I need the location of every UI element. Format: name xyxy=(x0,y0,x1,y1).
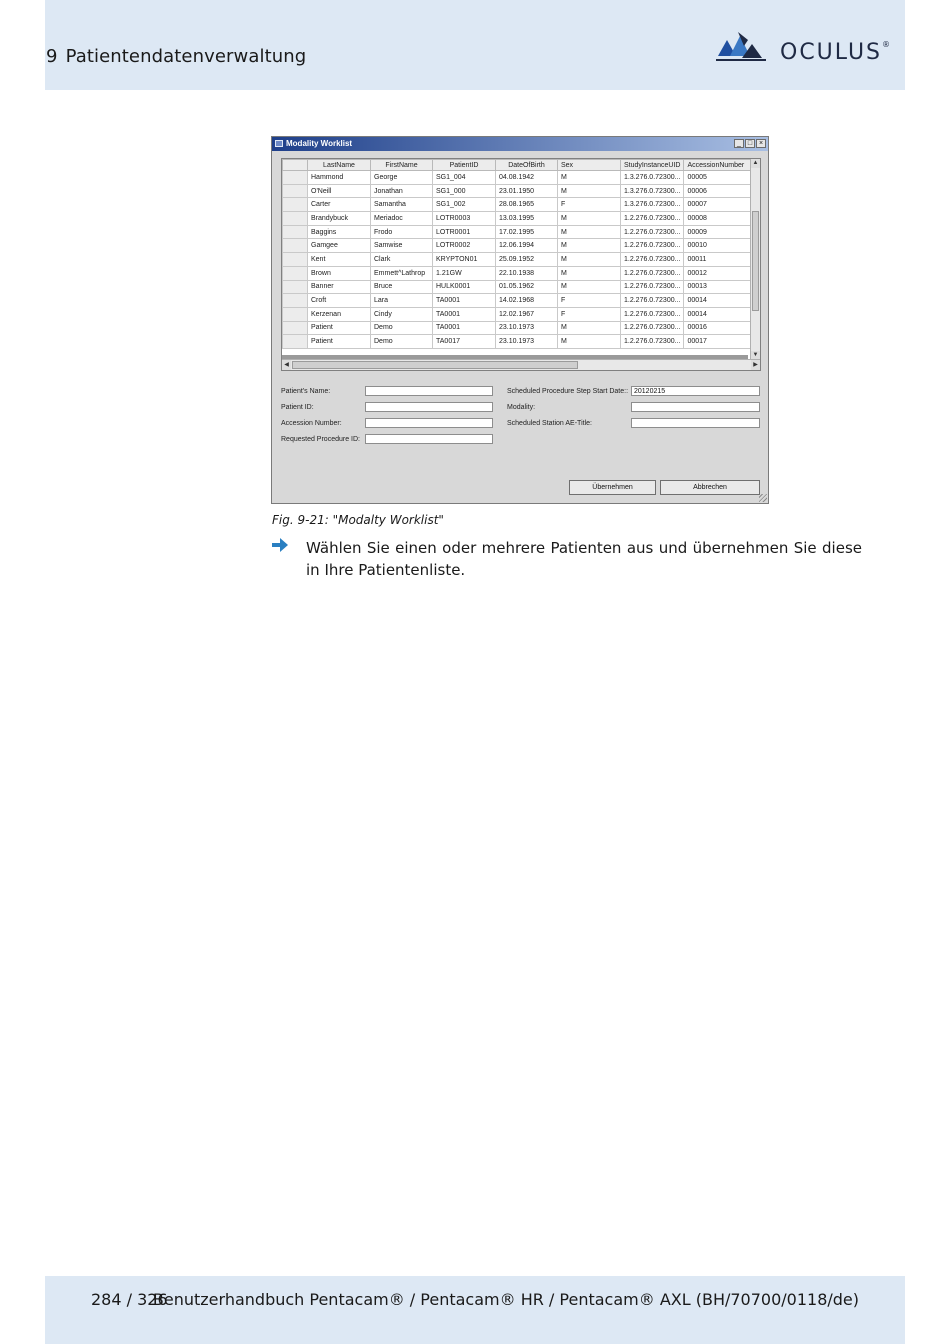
table-cell: 1.2.276.0.72300... xyxy=(621,266,684,280)
table-cell: Croft xyxy=(308,294,371,308)
table-cell: Brown xyxy=(308,266,371,280)
table-cell: 14.02.1968 xyxy=(496,294,558,308)
table-cell: Hammond xyxy=(308,171,371,185)
table-cell: 1.2.276.0.72300... xyxy=(621,280,684,294)
table-cell: SG1_000 xyxy=(433,184,496,198)
accept-button[interactable]: Übernehmen xyxy=(569,480,656,495)
table-cell: HULK0001 xyxy=(433,280,496,294)
table-row[interactable] xyxy=(283,280,754,294)
logo-text: OCULUS® xyxy=(780,40,891,65)
table-cell: 00011 xyxy=(684,253,754,267)
window-title: Modality Worklist xyxy=(286,139,353,148)
table-row[interactable] xyxy=(283,184,754,198)
table-row[interactable] xyxy=(283,171,754,185)
table-cell: F xyxy=(558,198,621,212)
table-cell: 1.3.276.0.72300... xyxy=(621,184,684,198)
chapter-title: Patientendatenverwaltung xyxy=(65,46,307,67)
chapter-number: 9 xyxy=(46,46,58,67)
page-number: 284 / 326 xyxy=(91,1290,168,1309)
table-cell: M xyxy=(558,171,621,185)
table-cell: Clark xyxy=(371,253,433,267)
row-header-cell[interactable] xyxy=(283,225,308,239)
oculus-logo xyxy=(716,26,906,70)
table-cell: SG1_002 xyxy=(433,198,496,212)
table-cell: 1.2.276.0.72300... xyxy=(621,307,684,321)
row-header-cell[interactable] xyxy=(283,198,308,212)
table-row[interactable] xyxy=(283,294,754,308)
maximize-icon[interactable]: □ xyxy=(745,139,755,148)
row-header-cell[interactable] xyxy=(283,184,308,198)
table-cell: 00012 xyxy=(684,266,754,280)
table-cell: 25.09.1952 xyxy=(496,253,558,267)
table-cell: 00009 xyxy=(684,225,754,239)
table-cell: Brandybuck xyxy=(308,212,371,226)
arrow-right-icon xyxy=(272,538,288,552)
table-cell: 1.21GW xyxy=(433,266,496,280)
table-cell: 12.02.1967 xyxy=(496,307,558,321)
table-cell: KRYPTON01 xyxy=(433,253,496,267)
table-cell: 1.2.276.0.72300... xyxy=(621,225,684,239)
row-header-corner xyxy=(283,160,308,171)
table-cell: Gamgee xyxy=(308,239,371,253)
column-header-firstname[interactable]: FirstName xyxy=(371,160,433,171)
table-cell: Meriadoc xyxy=(371,212,433,226)
manual-title: Benutzerhandbuch Pentacam® / Pentacam® HR / Pentacam® AXL (BH/70700/0118/de) xyxy=(152,1290,859,1309)
chapter-heading xyxy=(46,46,306,67)
window-titlebar xyxy=(272,137,768,151)
table-cell: Samwise xyxy=(371,239,433,253)
figure-caption: Fig. 9-21: "Modalty Worklist" xyxy=(272,513,444,527)
table-cell: 04.08.1942 xyxy=(496,171,558,185)
row-header-cell[interactable] xyxy=(283,307,308,321)
table-cell: 00007 xyxy=(684,198,754,212)
table-cell: 12.06.1994 xyxy=(496,239,558,253)
station-ae-title-input[interactable] xyxy=(631,418,760,428)
table-cell: LOTR0002 xyxy=(433,239,496,253)
table-cell: Samantha xyxy=(371,198,433,212)
table-cell: Banner xyxy=(308,280,371,294)
table-cell: 00005 xyxy=(684,171,754,185)
table-cell: M xyxy=(558,321,621,335)
column-header-accessionnumber[interactable]: AccessionNumber xyxy=(684,160,754,171)
table-cell: Baggins xyxy=(308,225,371,239)
table-cell: M xyxy=(558,280,621,294)
table-row[interactable] xyxy=(283,225,754,239)
patient-id-label: Patient ID: xyxy=(281,404,314,411)
row-header-cell[interactable] xyxy=(283,321,308,335)
scroll-down-icon[interactable]: ▼ xyxy=(752,352,759,358)
table-cell: 1.2.276.0.72300... xyxy=(621,294,684,308)
table-cell: M xyxy=(558,212,621,226)
row-header-cell[interactable] xyxy=(283,266,308,280)
vertical-scrollbar[interactable] xyxy=(750,159,760,360)
table-cell: 00014 xyxy=(684,294,754,308)
requested-procedure-label: Requested Procedure ID: xyxy=(281,436,360,443)
column-header-lastname[interactable]: LastName xyxy=(308,160,371,171)
accession-number-input[interactable] xyxy=(365,418,493,428)
instruction-text: Wählen Sie einen oder mehrere Patienten aus und übernehmen Sie diese in Ihre Patientenliste. xyxy=(306,539,862,579)
table-cell: 17.02.1995 xyxy=(496,225,558,239)
row-header-cell[interactable] xyxy=(283,212,308,226)
table-cell: TA0017 xyxy=(433,335,496,349)
start-date-label: Scheduled Procedure Step Start Date:: xyxy=(507,388,629,395)
column-header-dateofbirth[interactable]: DateOfBirth xyxy=(496,160,558,171)
scroll-right-icon[interactable]: ▶ xyxy=(751,360,760,370)
table-row[interactable] xyxy=(283,253,754,267)
table-cell: Cindy xyxy=(371,307,433,321)
station-ae-title-label: Scheduled Station AE-Title: xyxy=(507,420,592,427)
table-row[interactable] xyxy=(283,239,754,253)
table-cell: 1.2.276.0.72300... xyxy=(621,239,684,253)
modality-worklist-window xyxy=(271,136,769,504)
minimize-icon[interactable]: _ xyxy=(734,139,744,148)
page-footer xyxy=(45,1276,905,1344)
worklist-grid xyxy=(281,158,761,371)
table-cell: TA0001 xyxy=(433,321,496,335)
table-cell: 00006 xyxy=(684,184,754,198)
row-header-cell[interactable] xyxy=(283,171,308,185)
table-cell: M xyxy=(558,184,621,198)
column-header-patientid[interactable]: PatientID xyxy=(433,160,496,171)
row-header-cell[interactable] xyxy=(283,280,308,294)
table-cell: M xyxy=(558,239,621,253)
table-cell: Emmett^Lathrop xyxy=(371,266,433,280)
row-header-cell[interactable] xyxy=(283,335,308,349)
table-cell: Carter xyxy=(308,198,371,212)
table-cell: Jonathan xyxy=(371,184,433,198)
resize-grip-icon[interactable] xyxy=(759,494,767,502)
table-cell: 23.10.1973 xyxy=(496,321,558,335)
column-header-sex[interactable]: Sex xyxy=(558,160,621,171)
table-row[interactable] xyxy=(283,307,754,321)
table-cell: 1.2.276.0.72300... xyxy=(621,253,684,267)
table-cell: Bruce xyxy=(371,280,433,294)
scroll-left-icon[interactable]: ◀ xyxy=(282,360,291,370)
vertical-scroll-thumb[interactable] xyxy=(752,211,759,311)
table-row[interactable] xyxy=(283,212,754,226)
table-cell: 23.10.1973 xyxy=(496,335,558,349)
table-cell: Kent xyxy=(308,253,371,267)
requested-procedure-input[interactable] xyxy=(365,434,493,444)
table-row[interactable] xyxy=(283,266,754,280)
table-cell: Demo xyxy=(371,335,433,349)
table-header-row xyxy=(283,160,754,171)
table-cell: M xyxy=(558,253,621,267)
accession-number-label: Accession Number: xyxy=(281,420,342,427)
table-cell: 1.2.276.0.72300... xyxy=(621,212,684,226)
table-cell: 00014 xyxy=(684,307,754,321)
scroll-up-icon[interactable]: ▲ xyxy=(752,160,759,166)
window-app-icon xyxy=(275,140,283,147)
worklist-body xyxy=(283,171,754,349)
table-cell: 1.3.276.0.72300... xyxy=(621,198,684,212)
table-row[interactable] xyxy=(283,335,754,349)
row-header-cell[interactable] xyxy=(283,239,308,253)
table-cell: F xyxy=(558,294,621,308)
table-cell: 00016 xyxy=(684,321,754,335)
table-cell: 28.08.1965 xyxy=(496,198,558,212)
table-cell: 00010 xyxy=(684,239,754,253)
table-cell: 1.2.276.0.72300... xyxy=(621,335,684,349)
horizontal-scroll-thumb[interactable] xyxy=(292,361,578,369)
start-date-input[interactable] xyxy=(631,386,760,396)
oculus-logo-mark xyxy=(716,26,780,66)
cancel-button[interactable]: Abbrechen xyxy=(660,480,760,495)
patient-name-input[interactable] xyxy=(365,386,493,396)
table-cell: F xyxy=(558,307,621,321)
patient-name-label: Patient's Name: xyxy=(281,388,331,395)
column-header-studyinstanceuid[interactable]: StudyInstanceUID xyxy=(621,160,684,171)
table-cell: M xyxy=(558,266,621,280)
table-cell: 13.03.1995 xyxy=(496,212,558,226)
table-cell: TA0001 xyxy=(433,307,496,321)
table-cell: George xyxy=(371,171,433,185)
modality-input[interactable] xyxy=(631,402,760,412)
table-row[interactable] xyxy=(283,198,754,212)
horizontal-scrollbar[interactable] xyxy=(282,359,760,370)
close-icon[interactable]: × xyxy=(756,139,766,148)
window-controls xyxy=(734,139,766,148)
table-cell: LOTR0003 xyxy=(433,212,496,226)
table-row[interactable] xyxy=(283,321,754,335)
row-header-cell[interactable] xyxy=(283,294,308,308)
table-cell: 01.05.1962 xyxy=(496,280,558,294)
row-header-cell[interactable] xyxy=(283,253,308,267)
table-cell: Demo xyxy=(371,321,433,335)
table-cell: Patient xyxy=(308,335,371,349)
table-cell: M xyxy=(558,335,621,349)
table-cell: TA0001 xyxy=(433,294,496,308)
patient-id-input[interactable] xyxy=(365,402,493,412)
table-cell: Frodo xyxy=(371,225,433,239)
table-cell: 00008 xyxy=(684,212,754,226)
modality-label: Modality: xyxy=(507,404,536,411)
table-cell: O'Neill xyxy=(308,184,371,198)
table-cell: 22.10.1938 xyxy=(496,266,558,280)
table-cell: 00013 xyxy=(684,280,754,294)
table-cell: 1.2.276.0.72300... xyxy=(621,321,684,335)
table-cell: Lara xyxy=(371,294,433,308)
table-cell: SG1_004 xyxy=(433,171,496,185)
table-cell: Kerzenan xyxy=(308,307,371,321)
table-cell: 1.3.276.0.72300... xyxy=(621,171,684,185)
table-cell: LOTR0001 xyxy=(433,225,496,239)
worklist-table xyxy=(282,159,754,349)
table-cell: 23.01.1950 xyxy=(496,184,558,198)
table-cell: Patient xyxy=(308,321,371,335)
table-cell: M xyxy=(558,225,621,239)
table-cell: 00017 xyxy=(684,335,754,349)
